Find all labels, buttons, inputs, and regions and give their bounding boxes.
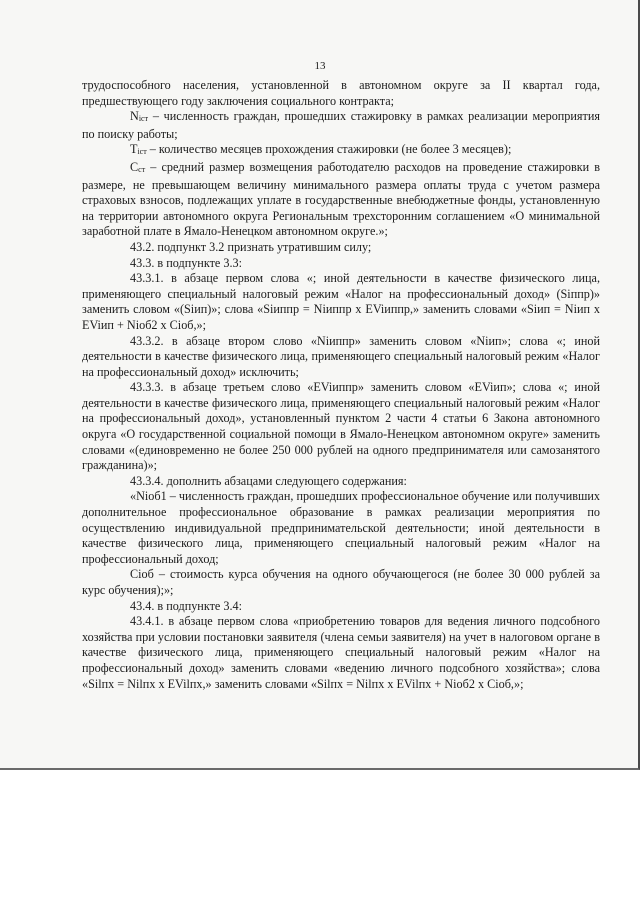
symbol-c: C (130, 159, 139, 174)
page-number: 13 (314, 60, 326, 72)
paragraph-43-4: 43.4. в подпункте 3.4: (130, 598, 242, 613)
paragraph-ciob: Ciоб – стоимость курса обучения на одного обучающегося (не более 30 000 рублей за курс обучения);»; (82, 567, 600, 597)
paragraph-n-definition (82, 109, 600, 142)
paragraph-niob: «Niоб1 – численность граждан, прошедших профессиональное обучение или получивших дополнительное профессиональное образование в рамках реализации мероприятия по осуществлению индивидуальной предпринимательской деятельности; иной деятельности в качестве физического лица, применяющего специальный налоговый режим «Налог на профессиональный доход; (82, 489, 600, 566)
symbol-n: N (130, 109, 139, 124)
blank-area (0, 770, 640, 905)
paragraph-t-definition (82, 142, 600, 160)
symbol-t: T (130, 142, 138, 157)
paragraph-43-3-1: 43.3.1. в абзаце первом слова «; иной деятельности в качестве физического лица, применяющего специальный налоговый режим «Налог на профессиональный доход» (Siппр)» заменить словом «(Siип)»; слова «Siиппр = Niиппр х EViиппр,» заменить словами «Siип = Niип х EViип + Niоб2 х Ciоб,»; (82, 271, 600, 332)
paragraph-43-4-1: 43.4.1. в абзаце первом слова «приобретению товаров для ведения личного подсобного хозяйства при условии постановки заявителя (члена семьи заявителя) на учет в налоговом органе в качестве физического лица, применяющего специальный налоговый режим «Налог на профессиональный доход» заменить словами «ведению личного подсобного хозяйства»; слова «Silпх = Nilпх х EVilпх,» заменить словами «Silпх = Nilпх х EVilпх + Niоб2 х Ciоб,»; (82, 614, 600, 691)
paragraph-43-3-2: 43.3.2. в абзаце втором слово «Niиппр» заменить словом «Niип»; слова «; иной деятельности в качестве физического лица, применяющего специальный налоговый режим «Налог на профессиональный доход» исключить; (82, 333, 600, 379)
symbol-c-subscript: ст (138, 164, 146, 174)
paragraph-43-3: 43.3. в подпункте 3.3: (130, 255, 242, 270)
paragraph-43-2: 43.2. подпункт 3.2 признать утратившим силу; (130, 239, 372, 254)
symbol-t-subscript: iст (137, 147, 147, 157)
t-definition-text: – количество месяцев прохождения стажировки (не более 3 месяцев); (146, 142, 512, 157)
symbol-n-subscript: iст (138, 114, 149, 124)
paragraph-43-3-4: 43.3.4. дополнить абзацами следующего содержания: (130, 473, 407, 488)
paragraph-c-definition (82, 160, 600, 240)
c-definition-text: – средний размер возмещения работодателю расходов на проведение стажировки в размере, не превышающем величину минимального размера оплаты труда с учетом размера страховых взносов, подлежащих уплате в государственные внебюджетные фонды, установленную на территории автономного округа Региональным трехсторонним соглашением «О минимальной заработной плате в Ямало-Ненецком автономном округе.»; (82, 159, 600, 239)
document-body (82, 78, 600, 692)
paragraph-intro: трудоспособного населения, установленной в автономном округе за II квартал года, предшествующего году заключения социального контракта; (82, 78, 600, 108)
paragraph-43-3-3: 43.3.3. в абзаце третьем слово «EViиппр» заменить словом «EViип»; слова «; иной деятельности в качестве физического лица, применяющего специальный налоговый режим «Налог на профессиональный доход», установленный пунктом 2 части 4 статьи 6 Закона автономного округа «О государственной социальной помощи в Ямало-Ненецком автономном округе» заменить словами «(единовременно не более 250 000 рублей на одного предпринимателя или самозанятого гражданина)»; (82, 380, 600, 473)
n-definition-text: – численность граждан, прошедших стажировку в рамках реализации мероприятия по поиску работы; (82, 109, 600, 141)
